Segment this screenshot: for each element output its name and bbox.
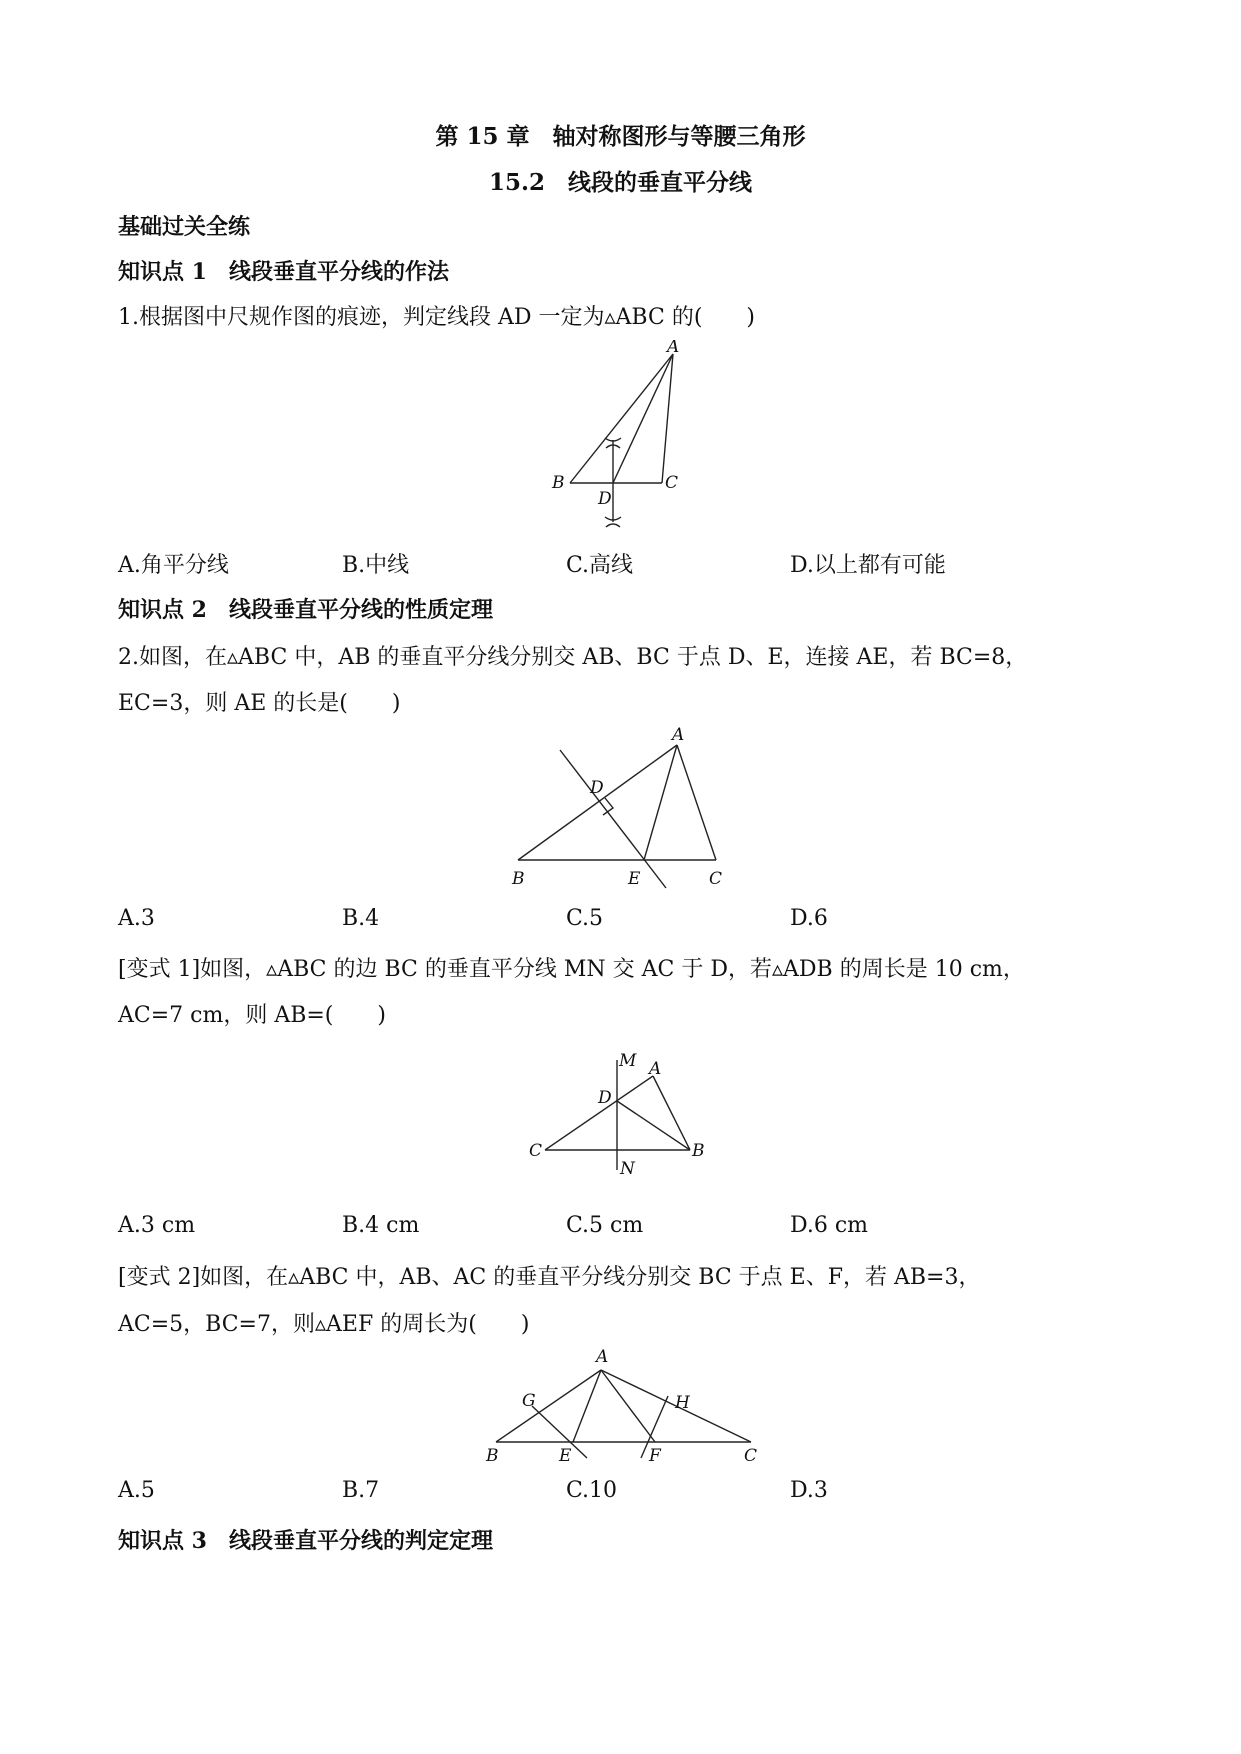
v2-label-a: A [596, 1347, 609, 1367]
q2-figure [500, 722, 740, 892]
q1-label-a: A [667, 340, 680, 357]
q2-line-ae [644, 745, 677, 860]
chapter-title: 第 15 章 轴对称图形与等腰三角形 [435, 123, 806, 150]
v1-figure [520, 1048, 720, 1183]
q1-option-a: A.角平分线 [118, 553, 229, 578]
part-title: 基础过关全练 [118, 214, 251, 240]
v2-line-af [601, 1370, 655, 1442]
q1-label-c: C [665, 473, 679, 493]
q2-perp-bisector [560, 750, 666, 888]
q2-label-b: B [512, 869, 525, 889]
v1-label-n: N [620, 1159, 635, 1179]
v2-line1: [变式 2]如图，在▵ABC 中，AB、AC 的垂直平分线分别交 BC 于点 E、F，若 AB=3， [118, 1265, 981, 1290]
v1-label-c: C [529, 1141, 543, 1161]
v2-option-d: D.3 [790, 1478, 828, 1503]
v2-label-c: C [744, 1446, 758, 1465]
kp2-title: 知识点 2 线段垂直平分线的性质定理 [118, 597, 493, 623]
v1-line1: [变式 1]如图，▵ABC 的边 BC 的垂直平分线 MN 交 AC 于 D，若▵ADB 的周长是 10 cm， [118, 957, 1025, 982]
v1-line-ab [653, 1076, 690, 1150]
v2-label-f: F [649, 1446, 661, 1465]
kp3-title: 知识点 3 线段垂直平分线的判定定理 [118, 1528, 493, 1554]
v1-label-b: B [692, 1141, 705, 1161]
v1-option-a: A.3 cm [118, 1213, 196, 1238]
q2-option-a: A.3 [118, 906, 155, 931]
q1-text: 1.根据图中尺规作图的痕迹，判定线段 AD 一定为▵ABC 的( ) [118, 305, 756, 330]
q2-line-ba [518, 745, 677, 860]
v2-label-g: G [522, 1391, 536, 1411]
q2-line1: 2.如图，在▵ABC 中，AB 的垂直平分线分别交 AB、BC 于点 D、E，连接 AE，若 BC=8， [118, 645, 1028, 670]
v1-option-c: C.5 cm [566, 1213, 644, 1238]
q1-label-b: B [552, 473, 565, 493]
section-title: 15.2 线段的垂直平分线 [488, 169, 753, 196]
q2-label-e: E [628, 869, 641, 889]
v2-line-ae [573, 1370, 601, 1442]
v2-label-b: B [486, 1446, 499, 1465]
q2-option-d: D.6 [790, 906, 828, 931]
q2-option-c: C.5 [566, 906, 604, 931]
v2-line2: AC=5，BC=7，则▵AEF 的周长为( ) [118, 1312, 530, 1337]
q2-label-a: A [672, 725, 685, 745]
q1-option-b: B.中线 [342, 553, 410, 578]
kp1-title: 知识点 1 线段垂直平分线的作法 [118, 259, 449, 285]
v2-label-e: E [559, 1446, 572, 1465]
v1-line2: AC=7 cm，则 AB=( ) [118, 1003, 386, 1028]
v1-option-b: B.4 cm [342, 1213, 420, 1238]
q2-label-d: D [590, 778, 604, 798]
q1-figure [540, 340, 700, 535]
v1-option-d: D.6 cm [790, 1213, 869, 1238]
v2-option-a: A.5 [118, 1478, 155, 1503]
v2-figure [470, 1340, 770, 1465]
q1-option-c: C.高线 [566, 553, 634, 578]
q1-option-d: D.以上都有可能 [790, 553, 946, 578]
v2-label-h: H [675, 1393, 690, 1413]
v2-option-c: C.10 [566, 1478, 618, 1503]
q2-option-b: B.4 [342, 906, 380, 931]
q1-label-d: D [598, 489, 612, 509]
v2-option-b: B.7 [342, 1478, 380, 1503]
q1-arc-bottom2 [606, 524, 620, 527]
v1-label-a: A [649, 1059, 662, 1079]
v1-label-d: D [598, 1088, 612, 1108]
q2-label-c: C [709, 869, 723, 889]
q2-line-ac [677, 745, 716, 860]
v1-label-m: M [619, 1051, 637, 1071]
v1-line-db [617, 1101, 690, 1150]
v2-line-ba [496, 1370, 601, 1442]
q2-line2: EC=3，则 AE 的长是( ) [118, 691, 401, 716]
q1-arc-top [605, 438, 621, 441]
